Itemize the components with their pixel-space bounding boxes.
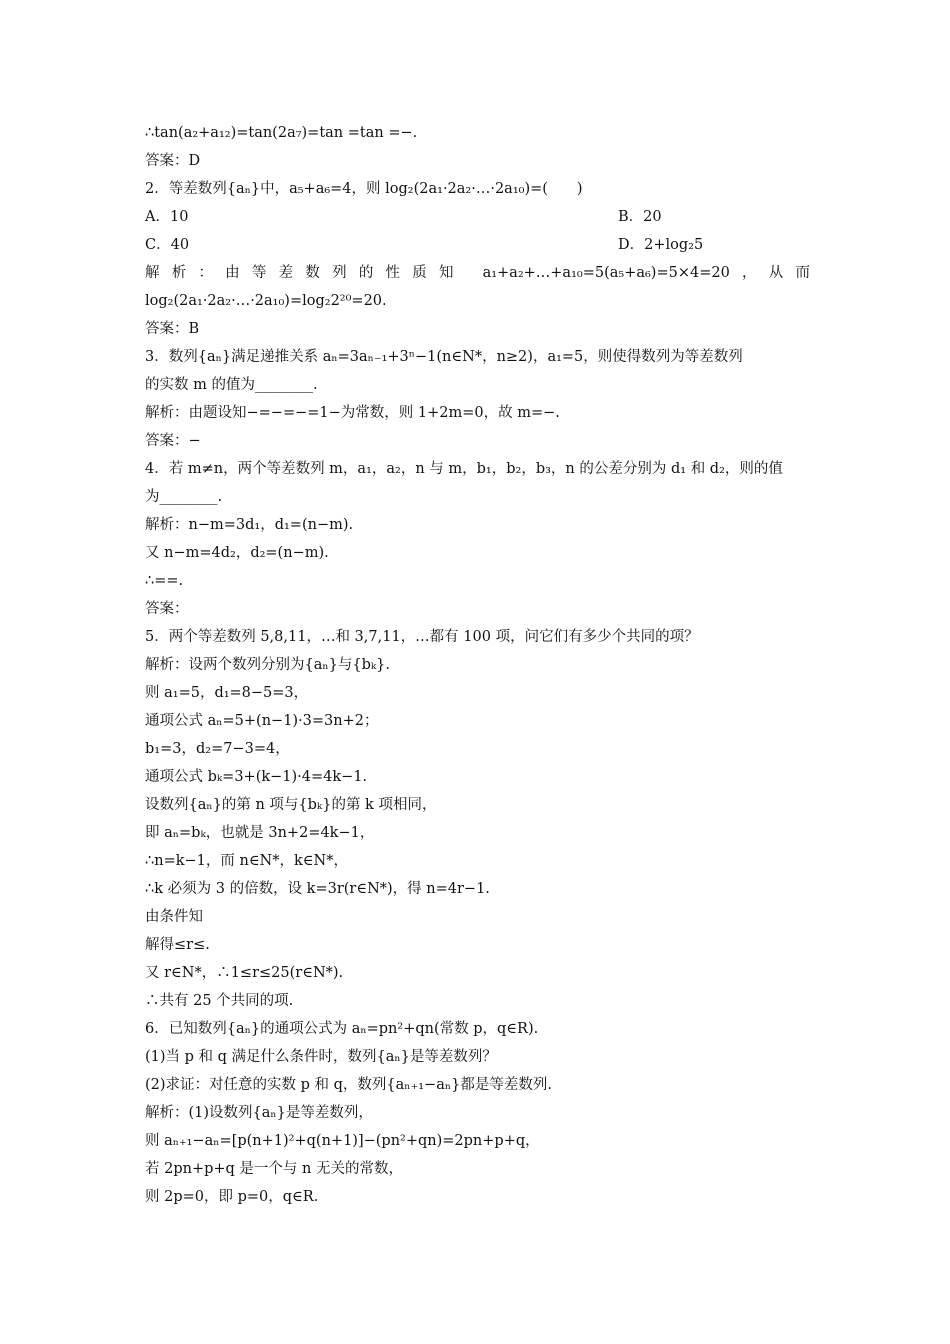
question-4: 4．若 m≠n，两个等差数列 m，a₁，a₂，n 与 m，b₁，b₂，b₃，n 的公差分别为 d₁ 和 d₂，则的值 [145,461,783,477]
option-c: C．40 [145,237,190,253]
question-6-part-2: (2)求证：对任意的实数 p 和 q，数列{aₙ₊₁−aₙ}都是等差数列. [145,1077,552,1093]
solution-line: 则 aₙ₊₁−aₙ=[p(n+1)²+q(n+1)]−(pn²+qn)=2pn+p+q， [145,1133,540,1149]
solution-line: 即 aₙ=bₖ，也就是 3n+2=4k−1， [145,825,375,841]
question-4-cont: 为________. [145,489,223,505]
solution-line: ∴n=k−1，而 n∈N*，k∈N*， [145,853,348,869]
solution-line: ∴k 必须为 3 的倍数，设 k=3r(r∈N*)，得 n=4r−1. [145,881,490,897]
solution-line: 设数列{aₙ}的第 n 项与{bₖ}的第 k 项相同， [145,797,437,813]
option-d: D．2+log₂5 [618,237,704,253]
solution-line: b₁=3，d₂=7−3=4， [145,741,290,757]
solution-line: 解析：由题设知−=−=−=1−为常数，则 1+2m=0，故 m=−. [145,405,560,421]
solution-line: 通项公式 bₖ=3+(k−1)·4=4k−1. [145,769,368,785]
solution-line: 则 a₁=5，d₁=8−5=3， [145,685,309,701]
question-2: 2．等差数列{aₙ}中，a₅+a₆=4，则 log₂(2a₁·2a₂·…·2a₁₀)=( ) [145,181,583,197]
answer-line: 答案：D [145,153,201,169]
solution-line: 解析：设两个数列分别为{aₙ}与{bₖ}. [145,657,390,673]
solution-line: 解析：(1)设数列{aₙ}是等差数列， [145,1105,373,1121]
question-3-cont: 的实数 m 的值为________. [145,377,318,393]
solution-line: 解析：由等差数列的性质知 a₁+a₂+…+a₁₀=5(a₅+a₆)=5×4=20，从而 [145,265,810,281]
options-row [145,207,810,229]
question-6-part-1: (1)当 p 和 q 满足什么条件时，数列{aₙ}是等差数列？ [145,1049,497,1065]
solution-line: 解得≤r≤. [145,937,210,953]
question-3: 3．数列{aₙ}满足递推关系 aₙ=3aₙ₋₁+3ⁿ−1(n∈N*，n≥2)，a₁=5，则使得数列为等差数列 [145,349,743,365]
options-row [145,235,810,257]
solution-line: ∴==. [145,573,184,589]
option-b: B．20 [618,209,662,225]
text-line: ∴tan(a₂+a₁₂)=tan(2a₇)=tan =tan =−. [145,125,418,141]
solution-line: 解析：n−m=3d₁，d₁=(n−m). [145,517,354,533]
answer-line: 答案：B [145,321,200,337]
solution-line: ∴共有 25 个共同的项. [145,993,294,1009]
solution-line: 又 r∈N*，∴1≤r≤25(r∈N*). [145,965,344,981]
option-a: A．10 [145,209,189,225]
solution-line: log₂(2a₁·2a₂·…·2a₁₀)=log₂2²⁰=20. [145,293,387,309]
question-6: 6．已知数列{aₙ}的通项公式为 aₙ=pn²+qn(常数 p，q∈R). [145,1021,539,1037]
solution-line: 由条件知 [145,909,203,925]
solution-line: 若 2pn+p+q 是一个与 n 无关的常数， [145,1161,403,1177]
solution-line: 通项公式 aₙ=5+(n−1)·3=3n+2； [145,713,379,729]
answer-line: 答案： [145,601,189,617]
solution-line: 则 2p=0，即 p=0，q∈R. [145,1189,319,1205]
solution-line: 又 n−m=4d₂，d₂=(n−m). [145,545,329,561]
answer-line: 答案：− [145,433,201,449]
question-5: 5．两个等差数列 5,8,11，…和 3,7,11，…都有 100 项，问它们有多少个共同的项？ [145,629,699,645]
